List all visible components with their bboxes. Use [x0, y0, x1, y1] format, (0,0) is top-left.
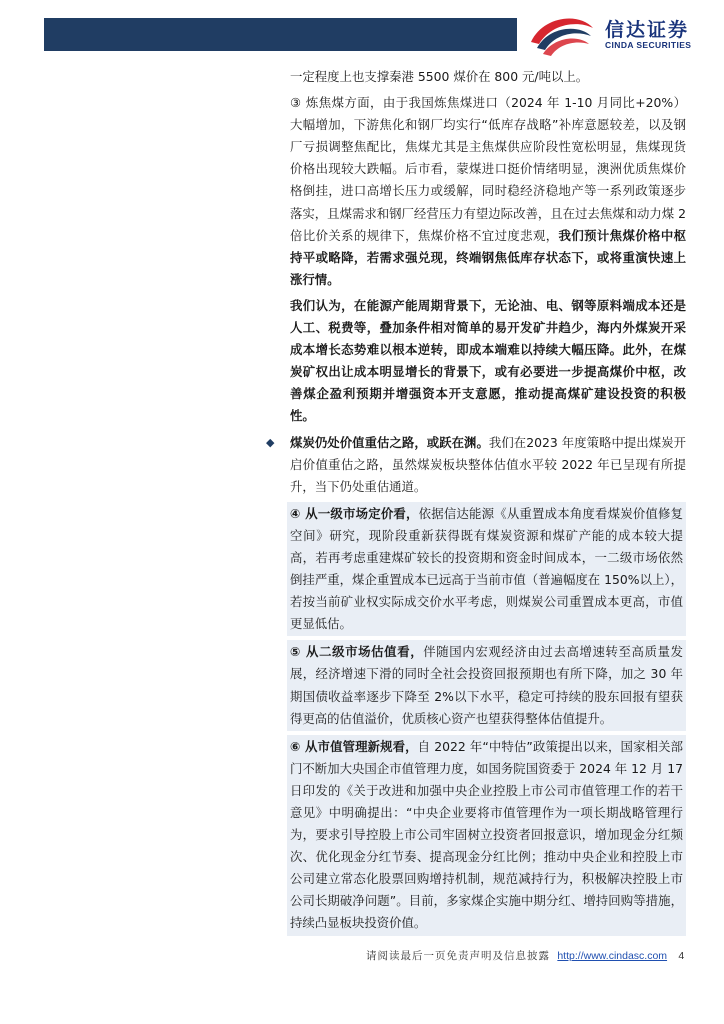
secondary-market-heading: ⑤ 从二级市场估值看，: [290, 644, 424, 660]
revaluation-heading: 煤炭仍处价值重估之路，或跃在渊。: [290, 434, 489, 450]
cinda-logo-icon: [527, 12, 599, 58]
market-value-text: 自 2022 年“中特估”政策提出以来，国家相关部门不断加大央国企市值管理力度，如国务院国资委于 2024 年 12 月 17 日印发的《关于改进和加强中央企业控股上市公司市值管理工作的若干意见》中明确提出：“中央企业要将市值管理作为一项长期战略管理行为，要求引导控股上市公司牢固树立投资者回报意识，增加现金分红频次、优化现金分红节奏、提高现金分红比例；推动中央企业和控股上市公司建立常态化股票回购增持机制，规范减持行为，积极解决控股上市公司长期破净问题”。目前，多家煤企实施中期分红、增持回购等措施，持续凸显板块投资价值。: [290, 738, 684, 931]
paragraph-revaluation: [290, 432, 686, 498]
market-value-heading: ⑥ 从市值管理新规看，: [290, 738, 418, 754]
cinda-logo: [527, 12, 707, 58]
paragraph-secondary-market: [287, 640, 686, 730]
website-link[interactable]: http://www.cindasc.com: [557, 950, 668, 962]
revaluation-text: 我们在2023 年度策略中提出煤炭开启价值重估之路，虽然煤炭板块整体估值水平较 2022 年已呈现有所提升，当下仍处重估通道。: [290, 434, 686, 494]
primary-market-heading: ④ 从一级市场定价看，: [290, 505, 419, 521]
coking-coal-text: ③ 炼焦煤方面，由于我国炼焦煤进口（2024 年 1-10 月同比+20%）大幅增加，下游焦化和钢厂均实行“低库存战略”补库意愿较差，以及钢厂亏损调整焦配比，焦煤尤其是主焦煤供应阶段性宽松明显，焦煤现货价格出现较大跌幅。后市看，蒙煤进口挺价情绪明显，澳洲优质焦煤价格倒挂，进口高增长压力或缓解，同时稳经济稳地产等一系列政策逐步落实，且煤需求和钢厂经营压力有望边际改善，且在过去焦煤和动力煤 2 倍比价关系的规律下，焦煤价格不宜过度悲观，: [290, 95, 686, 243]
paragraph-cost-view: 我们认为，在能源产能周期背景下，无论油、电、钢等原料端成本还是人工、税费等，叠加条件相对简单的易开发矿井趋少，海内外煤炭开采成本增长态势难以根本逆转，即成本端难以持续大幅压降。此外，在煤炭矿权出让成本明显增长的背景下，或有必要进一步提高煤价中枢，改善煤企盈利预期并增强资本开支意愿，推动提高煤矿建设投资的积极性。: [290, 297, 686, 424]
paragraph-primary-market: [287, 502, 686, 637]
page-number: 4: [678, 950, 685, 962]
paragraph-coking-coal: [290, 92, 686, 291]
main-content: [290, 66, 686, 940]
page-footer: [366, 948, 684, 963]
logo-en-text: CINDA SECURITIES: [605, 40, 692, 50]
primary-market-text: 依据信达能源《从重置成本角度看煤炭价值修复空间》研究，现阶段重新获得既有煤炭资源和煤矿产能的成本较大提高，若再考虑重建煤矿较长的投资期和资金时间成本，一二级市场依然倒挂严重，煤企重置成本已远高于当前市值（普遍幅度在 150%以上），若按当前矿业权实际成交价水平考虑，则煤炭公司重置成本更高，市值更显低估。: [290, 505, 684, 632]
coking-coal-conclusion: 我们预计焦煤价格中枢持平或略降，若需求强兑现，终端钢焦低库存状态下，或将重演快速上涨行情。: [290, 227, 687, 287]
paragraph-thermal-coal-tail: 一定程度上也支撑秦港 5500 煤价在 800 元/吨以上。: [290, 69, 589, 84]
secondary-market-text: 伴随国内宏观经济由过去高增速转至高质量发展，经济增速下滑的同时全社会投资回报预期也有所下降，加之 30 年期国债收益率逐步下降至 2%以下水平，稳定可持续的股东回报有望获得更高的估值溢价，优质核心资产也望获得整体估值提升。: [290, 644, 684, 726]
disclaimer-text: 请阅读最后一页免责声明及信息披露: [366, 950, 550, 962]
paragraph-market-value-management: [287, 735, 686, 936]
diamond-bullet-icon: ◆: [266, 435, 275, 449]
header-bar: [44, 18, 517, 51]
logo-cn-text: 信达证券: [605, 19, 690, 41]
